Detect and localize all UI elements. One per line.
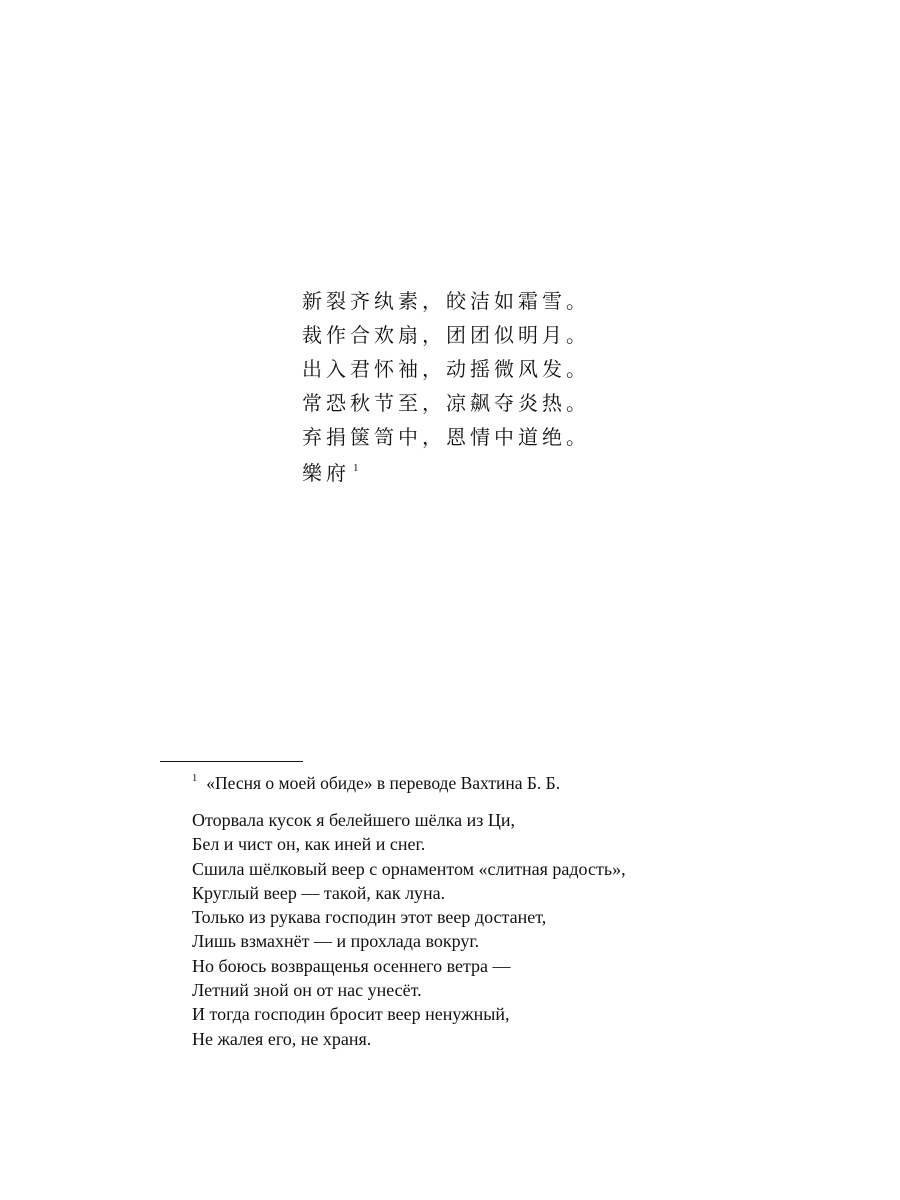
poem-line: 出入君怀袖，动摇微风发。 xyxy=(302,357,590,381)
footnote-title-text: «Песня о моей обиде» в переводе Вахтина Б. Б. xyxy=(206,773,561,793)
source-label: 樂府 xyxy=(302,461,350,485)
translation-line: И тогда господин бросит веер ненужный, xyxy=(192,1004,510,1025)
translation-line: Летний зной он от нас унесёт. xyxy=(192,980,422,1001)
footnote-heading xyxy=(192,766,560,796)
translation-line: Оторвала кусок я белейшего шёлка из Ци, xyxy=(192,810,515,830)
poem-line: 常恐秋节至，凉飙夺炎热。 xyxy=(302,391,590,415)
footnote-reference[interactable]: 1 xyxy=(353,462,359,474)
russian-translation xyxy=(192,808,626,1051)
footnote-marker: 1 xyxy=(192,773,198,784)
poem-line: 裁作合欢扇，团团似明月。 xyxy=(302,323,590,347)
poem-source xyxy=(302,454,359,487)
footnote-divider xyxy=(160,761,303,762)
translation-line: Но боюсь возвращенья осеннего ветра — xyxy=(192,955,511,976)
translation-line: Бел и чист он, как иней и снег. xyxy=(192,834,426,855)
translation-line: Лишь взмахнёт — и прохлада вокруг. xyxy=(192,931,480,952)
poem-line: 新裂齐纨素，皎洁如霜雪。 xyxy=(302,289,590,313)
translation-line: Только из рукава господин этот веер достанет, xyxy=(192,907,547,928)
translation-line: Круглый веер — такой, как луна. xyxy=(192,882,446,903)
chinese-poem xyxy=(302,284,590,454)
translation-line: Не жалея его, не храня. xyxy=(192,1028,372,1049)
poem-line: 弃捐箧笥中，恩情中道绝。 xyxy=(302,425,590,449)
translation-line: Сшила шёлковый веер с орнаментом «слитная радость», xyxy=(192,858,626,879)
